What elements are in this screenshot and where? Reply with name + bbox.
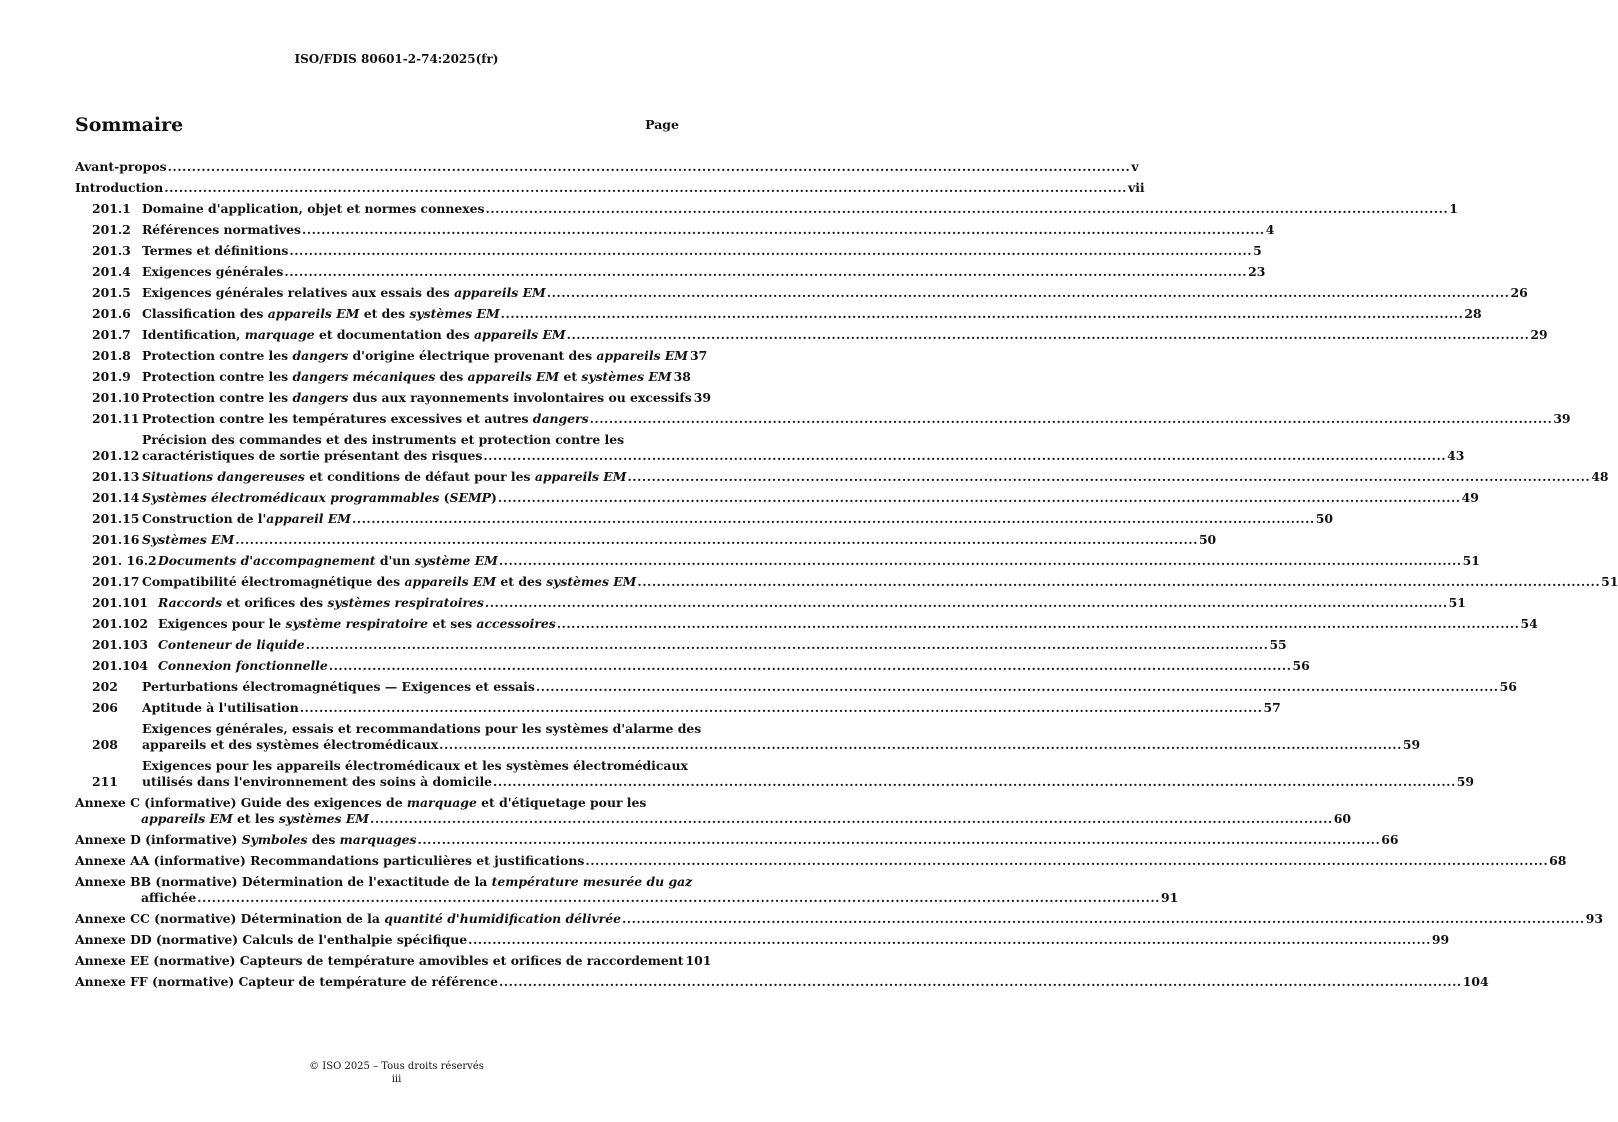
toc-entry-page: 5 — [1253, 243, 1262, 258]
toc-entry-number: 201.16 — [92, 532, 140, 547]
toc-entry-page: 48 — [1591, 469, 1609, 484]
dot-leader: ........................................................................................................................................................................................................ — [498, 553, 1462, 568]
toc-entry-number: 201.6 — [92, 306, 131, 321]
toc-entry-number: 206 — [92, 700, 118, 715]
toc-entry-page: 60 — [1333, 811, 1351, 826]
toc-entry[interactable] — [75, 201, 1458, 217]
toc-entry-title: Documents d'accompagnement d'un système EM — [158, 553, 498, 568]
dot-leader: ........................................................................................................................................................................................................ — [589, 411, 1553, 426]
toc-entry-page: 51 — [1448, 595, 1466, 610]
toc-entry-page: 51 — [1601, 574, 1618, 589]
dot-leader: ........................................................................................................................................................................................................ — [621, 911, 1585, 926]
toc-entry[interactable] — [75, 348, 708, 364]
toc-entry-title: utilisés dans l'environnement des soins à domicile — [142, 774, 493, 789]
dot-leader: ........................................................................................................................................................................................................ — [301, 222, 1265, 237]
toc-entry[interactable] — [75, 658, 1310, 674]
toc-entry-page: 39 — [1553, 411, 1571, 426]
toc-entry-title: Systèmes EM — [142, 532, 235, 547]
toc-entry-title: Exigences générales relatives aux essais des appareils EM — [142, 285, 546, 300]
toc-entry-page: 43 — [1447, 448, 1465, 463]
toc-entry[interactable] — [75, 616, 1538, 632]
dot-leader: ........................................................................................................................................................................................................ — [197, 890, 1160, 905]
toc-entry[interactable] — [75, 306, 1482, 322]
toc-entry[interactable] — [75, 721, 1421, 753]
toc-entry-title: Exigences pour le système respiratoire et ses accessoires — [158, 616, 556, 631]
dot-leader: ........................................................................................................................................................................................................ — [535, 679, 1499, 694]
toc-entry-page: v — [1131, 159, 1139, 174]
toc-entry-number: 201.1 — [92, 201, 131, 216]
toc-entry-number: 201.8 — [92, 348, 131, 363]
toc-entry-title: Connexion fonctionnelle — [158, 658, 328, 673]
dot-leader: ........................................................................................................................................................................................................ — [556, 616, 1520, 631]
toc-entry-title: Annexe D (informative) Symboles des marquages — [75, 832, 417, 847]
toc-entry[interactable] — [75, 243, 1262, 259]
toc-entry-title: Exigences pour les appareils électromédicaux et les systèmes électromédicaux — [142, 758, 688, 773]
page-number: iii — [391, 1074, 402, 1085]
toc-entry[interactable] — [75, 758, 1475, 790]
toc-entry-page: 59 — [1402, 737, 1421, 752]
toc-entry-number: 201.5 — [92, 285, 131, 300]
toc-entry-title: Conteneur de liquide — [158, 637, 305, 652]
toc-entry[interactable] — [75, 679, 1517, 695]
dot-leader: ........................................................................................................................................................................................................ — [167, 159, 1131, 174]
toc-entry-page: 26 — [1510, 285, 1528, 300]
toc-entry-title: appareils et des systèmes électromédicaux — [142, 737, 439, 752]
toc-entry-title: Systèmes électromédicaux programmables (SEMP) — [142, 490, 497, 505]
toc-entry-number: 201.101 — [92, 595, 149, 610]
toc-entry-title: Identification, marquage et documentation des appareils EM — [142, 327, 566, 342]
toc-entry[interactable] — [75, 595, 1466, 611]
toc-entry-title: Avant-propos — [75, 159, 167, 174]
toc-entry[interactable] — [75, 432, 1465, 464]
toc-entry-page: 50 — [1198, 532, 1217, 547]
dot-leader: ........................................................................................................................................................................................................ — [164, 180, 1127, 195]
toc-entry[interactable] — [75, 511, 1333, 527]
dot-leader: ........................................................................................................................................................................................................ — [417, 832, 1381, 847]
dot-leader: ........................................................................................................................................................................................................ — [305, 637, 1269, 652]
toc-entry-page: 29 — [1530, 327, 1548, 342]
toc-entry-title: Classification des appareils EM et des systèmes EM — [142, 306, 500, 321]
toc-entry[interactable] — [75, 469, 1609, 485]
toc-entry-page: 91 — [1160, 890, 1179, 905]
toc-entry[interactable] — [75, 327, 1548, 343]
dot-leader: ........................................................................................................................................................................................................ — [351, 511, 1315, 526]
toc-entry-number: 201.15 — [92, 511, 140, 526]
toc-entry-title: appareils EM et les systèmes EM — [141, 811, 369, 826]
toc-entry-title: Protection contre les températures excessives et autres dangers — [142, 411, 589, 426]
toc-entry[interactable] — [75, 285, 1528, 301]
dot-leader: ........................................................................................................................................................................................................ — [370, 811, 1333, 826]
toc-entry-title: Perturbations électromagnétiques — Exigences et essais — [142, 679, 535, 694]
toc-entry-title: Précision des commandes et des instruments et protection contre les — [142, 432, 625, 447]
toc-entry-number: 201.13 — [92, 469, 140, 484]
dot-leader: ........................................................................................................................................................................................................ — [289, 243, 1253, 258]
copyright-notice: © ISO 2025 – Tous droits réservés — [309, 1061, 484, 1072]
toc-entry-title: Termes et définitions — [142, 243, 289, 258]
toc-entry[interactable] — [75, 369, 691, 385]
dot-leader: ........................................................................................................................................................................................................ — [500, 306, 1464, 321]
toc-entry-title: Annexe CC (normative) Détermination de la quantité d'humidification délivrée — [75, 911, 621, 926]
dot-leader: ........................................................................................................................................................................................................ — [546, 285, 1510, 300]
toc-entry-title: Annexe FF (normative) Capteur de température de référence — [75, 974, 498, 989]
toc-entry[interactable] — [75, 222, 1275, 238]
toc-entry-page: 93 — [1585, 911, 1603, 926]
toc-entry-number: 201.10 — [92, 390, 140, 405]
toc-entry-page: 68 — [1549, 853, 1567, 868]
toc-entry-page: 104 — [1462, 974, 1489, 989]
toc-entry-page: 57 — [1263, 700, 1281, 715]
toc-entry-page: 4 — [1265, 222, 1275, 237]
table-of-contents — [75, 154, 1618, 990]
toc-entry-number: 201.9 — [92, 369, 131, 384]
toc-entry[interactable] — [75, 264, 1266, 280]
toc-entry-title: Compatibilité électromagnétique des appareils EM et des systèmes EM — [142, 574, 637, 589]
toc-entry[interactable] — [75, 911, 1603, 927]
toc-entry-title: Aptitude à l'utilisation — [142, 700, 299, 715]
toc-entry-number: 201.12 — [92, 448, 140, 463]
toc-entry[interactable] — [75, 637, 1287, 653]
toc-entry-number: 208 — [92, 737, 118, 752]
dot-leader: ........................................................................................................................................................................................................ — [468, 932, 1431, 947]
toc-entry[interactable] — [75, 932, 1450, 948]
dot-leader: ........................................................................................................................................................................................................ — [235, 532, 1198, 547]
dot-leader: ........................................................................................................................................................................................................ — [328, 658, 1292, 673]
toc-entry[interactable] — [75, 874, 1179, 906]
toc-entry-number: 201. 16.2 — [92, 553, 157, 568]
toc-entry[interactable] — [75, 532, 1217, 548]
toc-entry-page: 101 — [685, 953, 712, 968]
toc-entry-number: 211 — [92, 774, 118, 789]
dot-leader: ........................................................................................................................................................................................................ — [493, 774, 1456, 789]
dot-leader: ........................................................................................................................................................................................................ — [485, 201, 1449, 216]
toc-entry-page: 50 — [1315, 511, 1333, 526]
toc-entry-title: Protection contre les dangers d'origine électrique provenant des appareils EM — [142, 348, 689, 363]
toc-entry-page: 56 — [1499, 679, 1517, 694]
dot-leader: ........................................................................................................................................................................................................ — [585, 853, 1549, 868]
toc-entry-title: Introduction — [75, 180, 164, 195]
page-column-label: Page — [645, 117, 679, 132]
toc-entry-page: 38 — [673, 369, 691, 384]
toc-entry[interactable] — [75, 390, 711, 406]
toc-entry-page: 28 — [1464, 306, 1482, 321]
toc-entry-page: 59 — [1456, 774, 1475, 789]
toc-entry-title: Annexe AA (informative) Recommandations particulières et justifications — [75, 853, 585, 868]
toc-entry-page: 37 — [690, 348, 708, 363]
toc-entry[interactable] — [75, 180, 1145, 196]
dot-leader: ........................................................................................................................................................................................................ — [483, 448, 1447, 463]
toc-entry-number: 201.2 — [92, 222, 131, 237]
contents-title: Sommaire — [75, 114, 184, 136]
toc-entry-title: Exigences générales, essais et recommandations pour les systèmes d'alarme des — [142, 721, 702, 736]
toc-entry-page: vii — [1128, 180, 1145, 195]
dot-leader: ........................................................................................................................................................................................................ — [484, 595, 1448, 610]
toc-entry[interactable] — [75, 159, 1139, 175]
dot-leader: ........................................................................................................................................................................................................ — [637, 574, 1601, 589]
dot-leader: ........................................................................................................................................................................................................ — [284, 264, 1248, 279]
toc-entry-page: 55 — [1269, 637, 1287, 652]
toc-entry-page: 54 — [1520, 616, 1538, 631]
dot-leader: ........................................................................................................................................................................................................ — [566, 327, 1530, 342]
toc-entry[interactable] — [75, 974, 1489, 990]
toc-entry-number: 201.17 — [92, 574, 140, 589]
toc-entry[interactable] — [75, 795, 1351, 827]
toc-entry-number: 201.4 — [92, 264, 131, 279]
toc-entry-page: 39 — [693, 390, 711, 405]
toc-entry[interactable] — [75, 700, 1281, 716]
toc-entry-number: 201.14 — [92, 490, 140, 505]
toc-entry-title: Domaine d'application, objet et normes connexes — [142, 201, 485, 216]
toc-entry-page: 66 — [1381, 832, 1399, 847]
document-id: ISO/FDIS 80601-2-74:2025(fr) — [294, 52, 499, 66]
toc-entry-number: 201.103 — [92, 637, 149, 652]
toc-entry-title: Annexe BB (normative) Détermination de l'exactitude de la température mesurée du gaz — [75, 874, 693, 889]
toc-entry[interactable] — [75, 553, 1480, 569]
toc-entry-number: 201.7 — [92, 327, 131, 342]
toc-entry-title: Références normatives — [142, 222, 301, 237]
toc-entry-page: 49 — [1461, 490, 1479, 505]
toc-entry-title: Annexe EE (normative) Capteurs de température amovibles et orifices de raccordement — [75, 953, 684, 968]
toc-entry-title: affichée — [141, 890, 197, 905]
dot-leader: ........................................................................................................................................................................................................ — [497, 490, 1461, 505]
dot-leader: ........................................................................................................................................................................................................ — [627, 469, 1591, 484]
toc-entry-page: 51 — [1462, 553, 1480, 568]
dot-leader: ........................................................................................................................................................................................................ — [439, 737, 1402, 752]
toc-entry-title: Raccords et orifices des systèmes respiratoires — [158, 595, 484, 610]
toc-entry-title: Construction de l'appareil EM — [142, 511, 351, 526]
toc-entry-title: Exigences générales — [142, 264, 284, 279]
toc-entry[interactable] — [75, 490, 1479, 506]
toc-entry-number: 201.3 — [92, 243, 131, 258]
toc-entry[interactable] — [75, 853, 1567, 869]
toc-entry-page: 56 — [1292, 658, 1310, 673]
toc-entry-title: Annexe DD (normative) Calculs de l'enthalpie spécifique — [75, 932, 468, 947]
toc-entry-title: Protection contre les dangers dus aux rayonnements involontaires ou excessifs — [142, 390, 692, 405]
toc-entry-number: 201.11 — [92, 411, 140, 426]
toc-entry-title: Protection contre les dangers mécaniques des appareils EM et systèmes EM — [142, 369, 672, 384]
toc-entry[interactable] — [75, 411, 1571, 427]
toc-entry-number: 201.104 — [92, 658, 149, 673]
toc-entry[interactable] — [75, 832, 1399, 848]
toc-entry-page: 23 — [1248, 264, 1266, 279]
page-footer — [0, 1060, 793, 1086]
toc-entry-title: Annexe C (informative) Guide des exigences de marquage et d'étiquetage pour les — [75, 795, 647, 810]
toc-entry-page: 1 — [1449, 201, 1458, 216]
toc-entry-number: 201.102 — [92, 616, 149, 631]
dot-leader: ........................................................................................................................................................................................................ — [498, 974, 1462, 989]
toc-entry[interactable] — [75, 574, 1618, 590]
toc-entry-title: Situations dangereuses et conditions de défaut pour les appareils EM — [142, 469, 627, 484]
toc-entry[interactable] — [75, 953, 712, 969]
dot-leader: ........................................................................................................................................................................................................ — [299, 700, 1263, 715]
toc-entry-title: caractéristiques de sortie présentant des risques — [142, 448, 483, 463]
toc-entry-page: 99 — [1431, 932, 1450, 947]
toc-entry-number: 202 — [92, 679, 118, 694]
